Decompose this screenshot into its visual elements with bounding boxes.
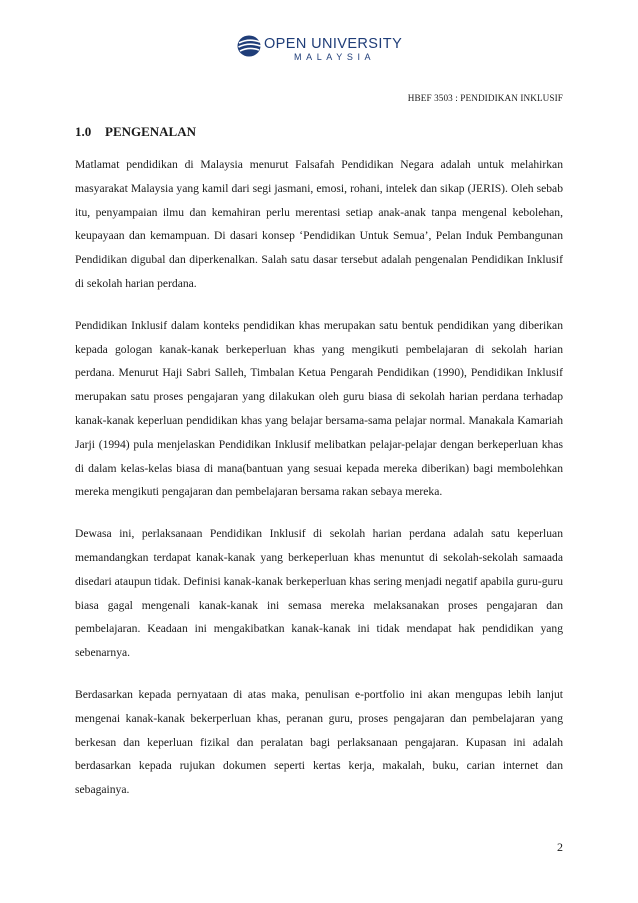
running-header: HBEF 3503 : PENDIDIKAN INKLUSIF — [407, 93, 563, 103]
paragraph: Dewasa ini, perlaksanaan Pendidikan Inklusif di sekolah harian perdana adalah satu keperluan memandangkan terdapat kanak-kanak yang berkeperluan khas menuntut di sekolah-sekolah samaada disedari ataupun tidak. Definisi kanak-kanak berkeperluan khas sering menjadi negatif apabila guru-guru biasa gagal mengenali kanak-kanak ini semasa mereka melaksanakan proses pengajaran dan pembelajaran. Keadaan ini mengakibatkan kanak-kanak ini tidak mendapat hak pendidikan yang sebenarnya. — [75, 527, 563, 660]
paragraph: Matlamat pendidikan di Malaysia menurut Falsafah Pendidikan Negara adalah untuk melahirkan masyarakat Malaysia yang kamil dari segi jasmani, emosi, rohani, intelek dan sikap (JERIS). Oleh sebab itu, penyampaian ilmu dan kemahiran perlu merentasi setiap anak-anak tanpa mengenal kebolehan, keupayaan dan kemampuan. Di dasari konsep ‘Pendidikan Untuk Semua’, Pelan Induk Pembangunan Pendidikan digubal dan diperkenalkan. Salah satu dasar tersebut adalah pengenalan Pendidikan Inklusif di sekolah harian perdana. — [75, 158, 563, 290]
section-heading — [75, 124, 196, 140]
paragraph: Berdasarkan kepada pernyataan di atas maka, penulisan e-portfolio ini akan mengupas lebih lanjut mengenai kanak-kanak bekerperluan khas, peranan guru, proses pengajaran dan pembelajaran yang berkesan dan keperluan fizikal dan peralatan bagi perlaksanaan pengajaran. Kupasan ini adalah berdasarkan kepada rujukan dokumen seperti kertas kerja, makalah, buku, carian internet dan sebagainya. — [75, 687, 563, 797]
paragraph: Pendidikan Inklusif dalam konteks pendidikan khas merupakan satu bentuk pendidikan yang diberikan kepada gologan kanak-kanak berkeperluan khas yang mengikuti pembelajaran di sekolah harian perdana. Menurut Haji Sabri Salleh, Timbalan Ketua Pengarah Pendidikan (1990), Pendidikan Inklusif merupakan satu proses pengajaran yang dilakukan oleh guru biasa di sekolah harian perdana terhadap kanak-kanak keperluan pendidikan khas yang belajar bersama-sama pelajar normal. Manakala Kamariah Jarji (1994) pula menjelaskan Pendidikan Inklusif melibatkan pelajar-pelajar dengan berkeperluan khas di dalam kelas-kelas biasa di mana(bantuan yang sesuai kepada mereka diberikan) bagi membolehkan mereka mengikuti pengajaran dan pembelajaran bersama rakan sebaya mereka. — [75, 318, 563, 499]
logo-text-country: MALAYSIA — [294, 52, 376, 62]
logo-text-university: OPEN UNIVERSITY — [264, 36, 403, 52]
page-number: 2 — [557, 840, 563, 854]
globe-swoosh-icon — [236, 34, 262, 58]
university-logo — [236, 34, 406, 70]
body-text — [75, 153, 563, 820]
section-number: 1.0 — [75, 124, 92, 139]
section-title: PENGENALAN — [105, 124, 197, 139]
